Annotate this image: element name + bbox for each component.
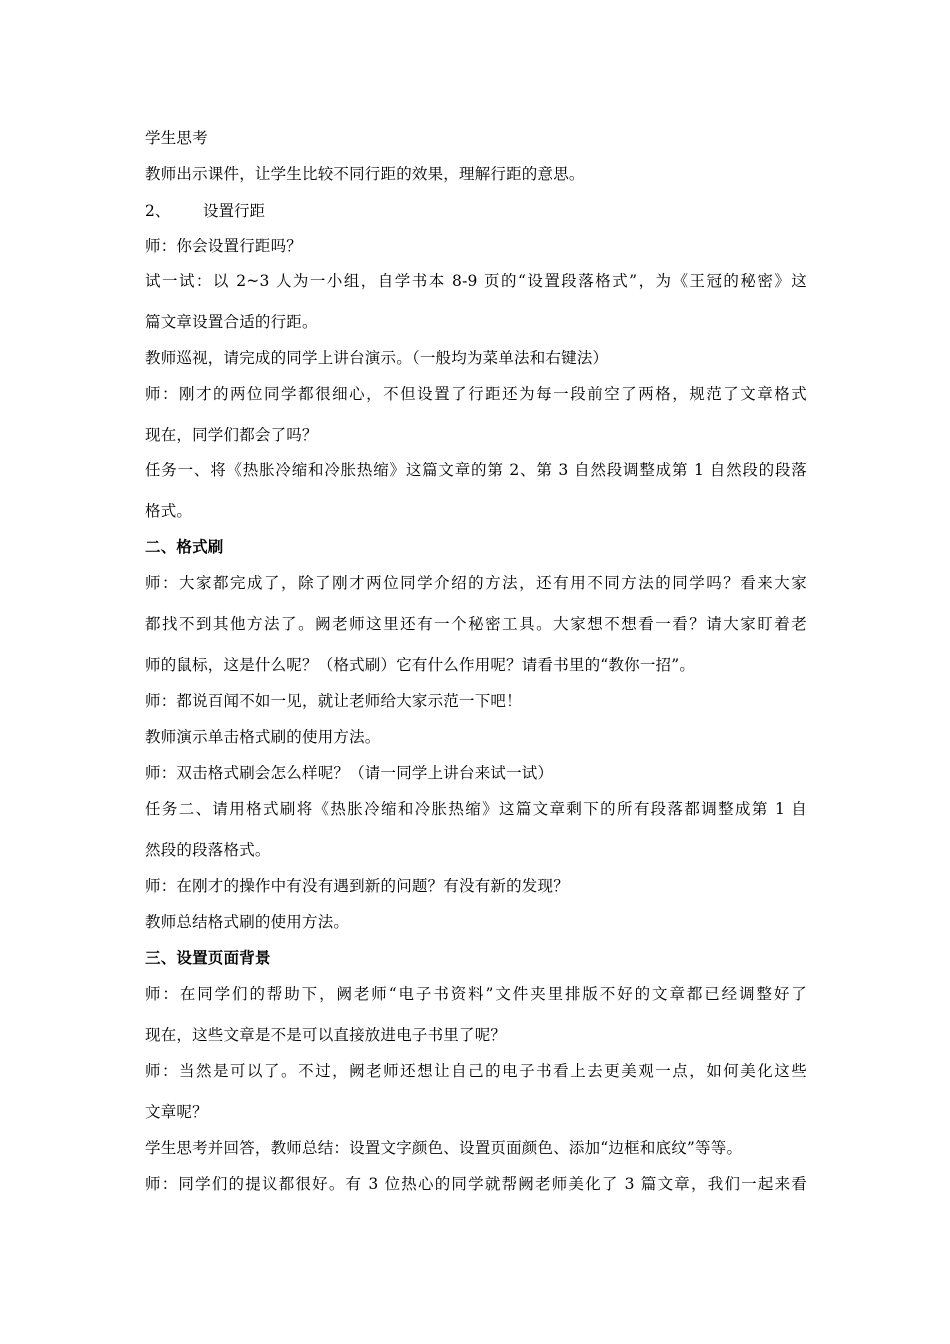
text-line: 格式。 (145, 502, 193, 520)
section-heading: 设置行距 (203, 202, 266, 220)
text-line: 篇文章设置合适的行距。 (145, 313, 318, 331)
text-line: 师：当然是可以了。不过，阙老师还想让自己的电子书看上去更美观一点，如何美化这些 (145, 1062, 807, 1080)
text-line: 师：你会设置行距吗？ (145, 237, 303, 255)
section-heading: 二、格式刷 (145, 537, 224, 556)
text-line: 现在，这些文章是不是可以直接放进电子书里了呢？ (145, 1026, 507, 1044)
text-line: 任务一、将《热胀冷缩和冷胀热缩》这篇文章的第 2、第 3 自然段调整成第 1 自然段的段落 (145, 461, 807, 479)
text-line: 教师总结格式刷的使用方法。 (145, 913, 350, 931)
list-number: 2、 (145, 202, 171, 220)
text-line: 试一试：以 2~3 人为一小组，自学书本 8-9 页的“设置段落格式”，为《王冠的秘密》这 (145, 272, 807, 290)
text-line: 都找不到其他方法了。阙老师这里还有一个秘密工具。大家想不想看一看？请大家盯着老 (145, 615, 807, 633)
section-heading: 三、设置页面背景 (145, 948, 271, 967)
text-line: 教师演示单击格式刷的使用方法。 (145, 728, 381, 746)
text-line: 任务二、请用格式刷将《热胀冷缩和冷胀热缩》这篇文章剩下的所有段落都调整成第 1 自 (145, 800, 807, 818)
text-line: 师：大家都完成了，除了刚才两位同学介绍的方法，还有用不同方法的同学吗？看来大家 (145, 574, 807, 592)
text-line: 学生思考 (145, 129, 208, 147)
text-line: 文章呢？ (145, 1103, 208, 1121)
text-line: 师：在刚才的操作中有没有遇到新的问题？有没有新的发现？ (145, 877, 569, 895)
text-line: 现在，同学们都会了吗？ (145, 426, 318, 444)
text-line: 师：在同学们的帮助下，阙老师“电子书资料”文件夹里排版不好的文章都已经调整好了 (145, 985, 807, 1003)
text-line: 学生思考并回答，教师总结：设置文字颜色、设置页面颜色、添加“边框和底纹”等等。 (145, 1139, 743, 1157)
text-line: 师的鼠标，这是什么呢？（格式刷）它有什么作用呢？请看书里的“教你一招”。 (145, 656, 696, 674)
text-line: 师：刚才的两位同学都很细心，不但设置了行距还为每一段前空了两格，规范了文章格式 (145, 385, 807, 403)
text-line: 教师出示课件，让学生比较不同行距的效果，理解行距的意思。 (145, 165, 585, 183)
text-line: 师：同学们的提议都很好。有 3 位热心的同学就帮阙老师美化了 3 篇文章，我们一起来看 (145, 1175, 807, 1193)
text-line: 师：都说百闻不如一见，就让老师给大家示范一下吧！ (145, 692, 522, 710)
text-line: 教师巡视，请完成的同学上讲台演示。（一般均为菜单法和右键法） (145, 349, 609, 367)
text-line: 师：双击格式刷会怎么样呢？（请一同学上讲台来试一试） (145, 764, 554, 782)
text-line: 然段的段落格式。 (145, 841, 271, 859)
